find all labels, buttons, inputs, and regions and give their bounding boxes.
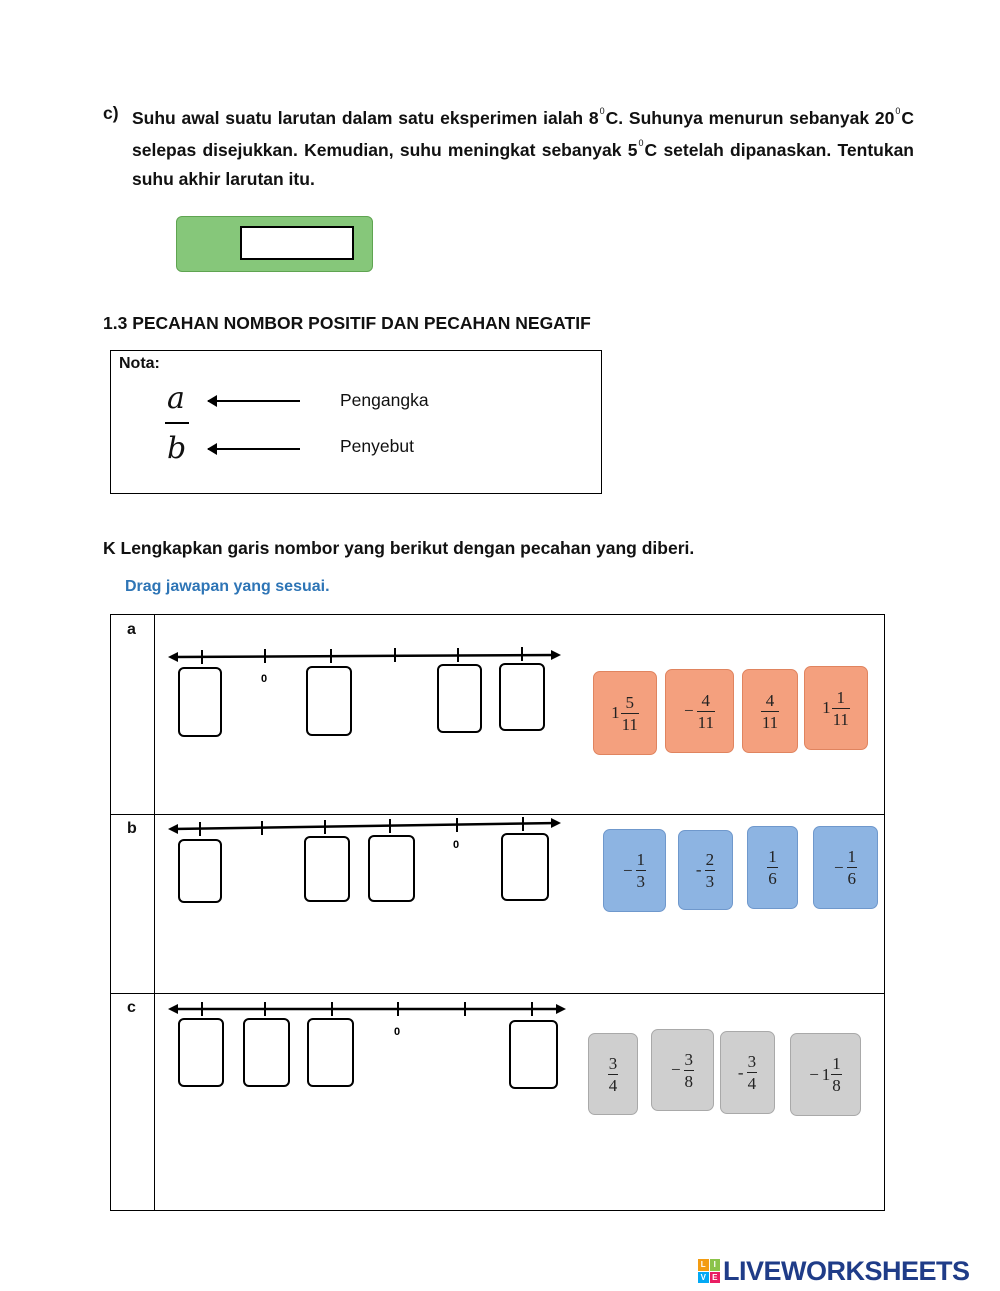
tile-denominator: 4 xyxy=(608,1075,618,1095)
tile-denominator: 6 xyxy=(768,869,777,888)
fraction-tile[interactable] xyxy=(813,826,878,909)
number-line-axis xyxy=(172,823,558,829)
tile-fraction xyxy=(832,689,850,728)
tile-fraction xyxy=(636,851,647,890)
question-line1b: C. Suhunya menurun sebanyak xyxy=(605,107,870,128)
drop-slot[interactable] xyxy=(178,667,222,737)
table-row-divider xyxy=(111,993,884,994)
tile-fraction xyxy=(608,1055,619,1094)
tile-denominator: 6 xyxy=(847,869,857,888)
tile-numerator: 2 xyxy=(705,849,715,869)
drop-slot[interactable] xyxy=(437,664,482,733)
axis-arrow-left xyxy=(168,824,178,834)
fraction-tile[interactable] xyxy=(747,826,798,909)
row-label-b: b xyxy=(127,820,137,837)
fraction-tile[interactable] xyxy=(720,1031,775,1114)
answer-input[interactable] xyxy=(240,226,354,260)
arrow-left-icon xyxy=(208,448,300,450)
tile-whole: 1 xyxy=(822,698,831,717)
answer-panel xyxy=(176,216,373,272)
question-text xyxy=(132,100,914,193)
fraction-tile[interactable] xyxy=(742,669,798,753)
tile-fraction xyxy=(697,692,715,731)
number-line-axis xyxy=(172,655,558,657)
numerator-symbol: a xyxy=(167,381,185,416)
tile-denominator: 3 xyxy=(636,872,646,891)
fraction-tile[interactable] xyxy=(790,1033,861,1116)
tile-fraction xyxy=(761,692,779,731)
question-line2c: C setelah dipanaskan. xyxy=(644,140,832,161)
axis-arrow-right xyxy=(551,650,561,660)
tile-fraction xyxy=(684,1051,695,1090)
tile-sign: − xyxy=(622,860,633,880)
drop-slot[interactable] xyxy=(306,666,352,736)
fraction-tile[interactable] xyxy=(603,829,666,912)
row-label-c: c xyxy=(127,999,136,1016)
drop-slot[interactable] xyxy=(368,835,415,902)
question-line2a: 20 xyxy=(874,107,895,128)
logo-icon xyxy=(698,1259,720,1283)
tile-whole: 1 xyxy=(821,1064,831,1084)
task-heading: K Lengkapkan garis nombor yang berikut dengan pecahan yang diberi. xyxy=(103,538,695,558)
drag-instruction: Drag jawapan yang sesuai. xyxy=(125,578,330,595)
drop-slot[interactable] xyxy=(178,1018,224,1087)
row-label-a: a xyxy=(127,621,136,638)
fraction-tile[interactable] xyxy=(665,669,734,753)
drop-slot[interactable] xyxy=(307,1018,354,1087)
axis-arrow-left xyxy=(168,1004,178,1014)
tile-fraction xyxy=(847,848,858,887)
fraction-tile[interactable] xyxy=(651,1029,714,1111)
table-divider xyxy=(154,615,155,1210)
degree-mark: 0 xyxy=(638,138,644,149)
degree-mark: 0 xyxy=(599,106,605,116)
number-line-c xyxy=(168,998,568,1043)
degree-mark: 0 xyxy=(895,106,901,116)
tile-fraction xyxy=(831,1055,842,1094)
question-line2b: C selepas disejukkan. Kemudian, suhu meningkat sebanyak 5 xyxy=(132,107,914,161)
fraction-tile[interactable] xyxy=(678,830,733,910)
fraction-tile[interactable] xyxy=(593,671,657,755)
tile-fraction xyxy=(767,848,778,887)
logo-letter: E xyxy=(710,1272,721,1284)
drop-slot[interactable] xyxy=(304,836,350,902)
tile-fraction xyxy=(747,1053,758,1092)
tile-denominator: 8 xyxy=(832,1076,841,1095)
logo-letter: L xyxy=(698,1259,709,1271)
arrow-left-icon xyxy=(208,400,300,402)
fraction-tile[interactable] xyxy=(588,1033,638,1115)
tile-numerator: 5 xyxy=(625,692,634,712)
tile-numerator: 1 xyxy=(847,847,857,866)
denominator-label: Penyebut xyxy=(340,436,414,456)
question-line1a: Suhu awal suatu larutan dalam satu eksperimen ialah 8 xyxy=(132,107,599,128)
tile-denominator: 11 xyxy=(832,709,849,729)
tile-denominator: 4 xyxy=(747,1074,757,1093)
axis-arrow-right xyxy=(556,1004,566,1014)
tile-sign: − xyxy=(684,701,694,720)
tile-denominator: 11 xyxy=(761,712,779,732)
tile-fraction xyxy=(621,694,639,733)
drop-slot[interactable] xyxy=(178,839,222,903)
zero-label: 0 xyxy=(261,673,268,685)
zero-label: 0 xyxy=(394,1026,401,1038)
drop-slot[interactable] xyxy=(509,1020,558,1089)
tile-denominator: 11 xyxy=(697,712,714,732)
liveworksheets-logo xyxy=(698,1256,970,1286)
denominator-symbol: b xyxy=(167,431,187,466)
tile-numerator: 3 xyxy=(608,1053,618,1073)
tile-sign: − xyxy=(809,1064,819,1084)
tile-numerator: 1 xyxy=(768,847,777,866)
drop-slot[interactable] xyxy=(501,833,549,901)
tile-numerator: 1 xyxy=(836,687,845,707)
fraction-tile[interactable] xyxy=(804,666,868,750)
tile-sign: - xyxy=(737,1062,744,1082)
tile-numerator: 1 xyxy=(636,850,646,869)
tile-fraction xyxy=(705,851,716,890)
question-label: c) xyxy=(103,103,119,123)
tile-denominator: 8 xyxy=(684,1071,694,1091)
fraction-bar xyxy=(165,422,189,424)
axis-arrow-right xyxy=(551,818,561,828)
tile-denominator: 11 xyxy=(621,714,638,734)
tile-numerator: 3 xyxy=(684,1049,694,1069)
tile-sign: - xyxy=(695,860,702,879)
tile-numerator: 3 xyxy=(747,1052,757,1071)
tile-numerator: 1 xyxy=(832,1054,841,1073)
tile-denominator: 3 xyxy=(705,871,715,891)
section-heading: 1.3 PECAHAN NOMBOR POSITIF DAN PECAHAN NEGATIF xyxy=(103,313,591,333)
tile-numerator: 4 xyxy=(765,690,775,710)
logo-letter: I xyxy=(710,1259,721,1271)
nota-box xyxy=(110,350,602,494)
logo-text: LIVEWORKSHEETS xyxy=(723,1255,970,1286)
drop-slot[interactable] xyxy=(499,663,545,731)
tile-sign: − xyxy=(670,1060,681,1079)
numerator-label: Pengangka xyxy=(340,390,429,410)
drop-slot[interactable] xyxy=(243,1018,290,1087)
axis-arrow-left xyxy=(168,652,178,662)
tile-numerator: 4 xyxy=(701,690,711,710)
logo-letter: V xyxy=(698,1272,709,1284)
nota-title: Nota: xyxy=(119,355,160,372)
question-line3: Tentukan suhu akhir larutan itu. xyxy=(132,140,914,189)
zero-label: 0 xyxy=(453,839,460,851)
tile-whole: 1 xyxy=(611,703,620,722)
tile-sign: − xyxy=(833,857,844,877)
